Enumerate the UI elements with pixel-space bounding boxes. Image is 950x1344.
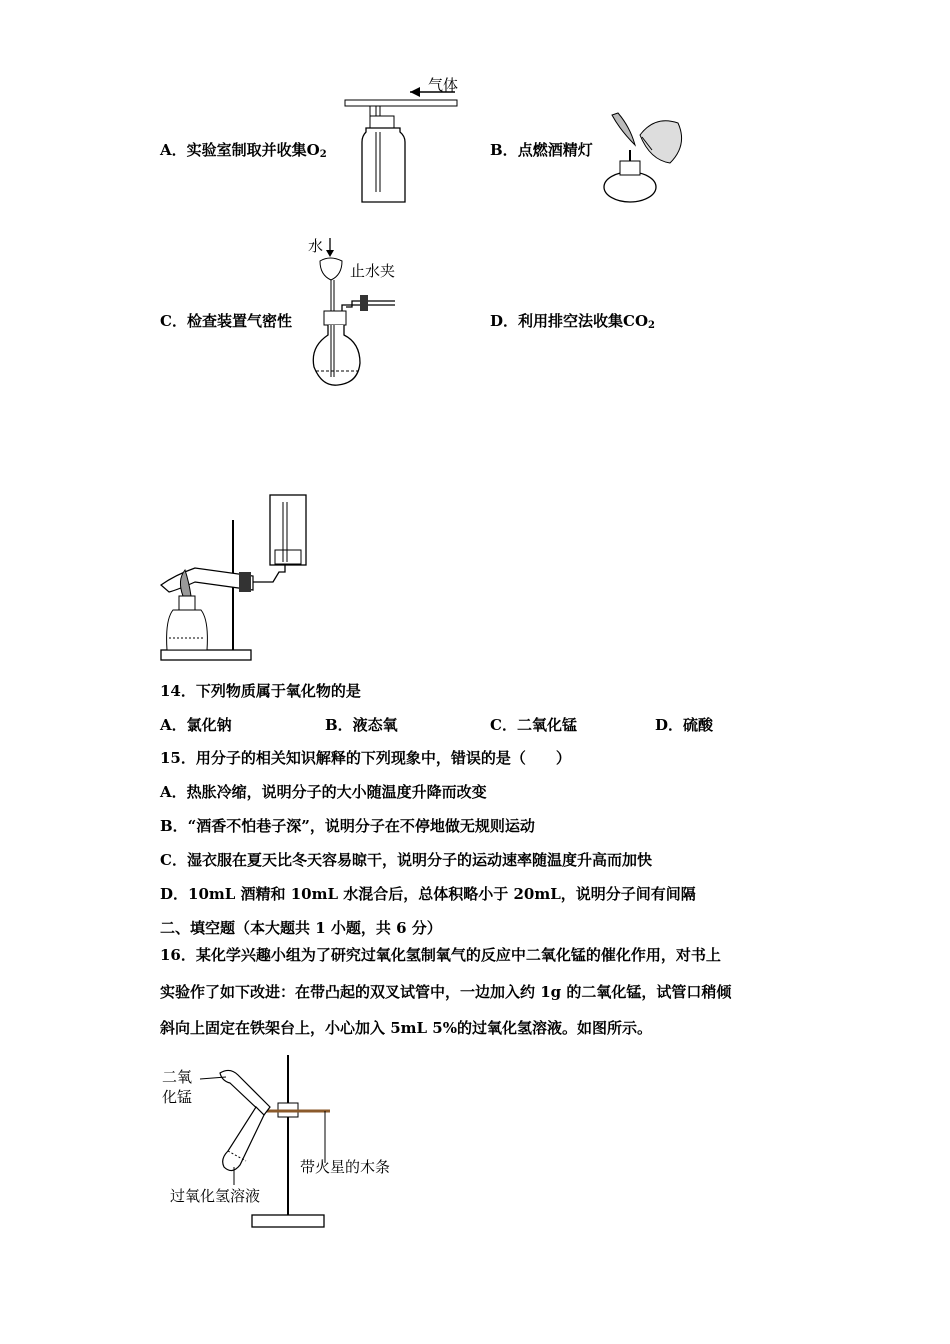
water-label: 水 [308, 237, 324, 255]
diagram-b-alcohol-lamp [600, 105, 700, 215]
mno2-label-line1: 二氧 [162, 1068, 193, 1086]
q15-option-b: B．“酒香不怕巷子深”，说明分子在不停地做无规则运动 [160, 817, 535, 835]
q14-option-b: B．液态氧 [325, 716, 398, 734]
q14-option-a: A．氯化钠 [160, 716, 232, 734]
option-b: B．点燃酒精灯 [490, 141, 593, 159]
q15-option-d: D．10mL 酒精和 10mL 水混合后，总体积略小于 20mL，说明分子间有间隔 [160, 885, 696, 903]
splint-label: 带火星的木条 [300, 1158, 391, 1176]
option-d: D．利用排空法收集$CO_2$ [490, 312, 655, 331]
q15-option-c: C．湿衣服在夏天比冬天容易晾干，说明分子的运动速率随温度升高而加快 [160, 851, 652, 869]
q14-stem: 14．下列物质属于氧化物的是 [160, 682, 361, 700]
diagram-y-tube [160, 1055, 420, 1235]
section-heading: 二、填空题（本大题共 1 小题，共 6 分） [160, 919, 442, 937]
mno2-label-line2: 化锰 [162, 1088, 193, 1106]
q14-option-c: C．二氧化锰 [490, 716, 577, 734]
q16-line-1: 16．某化学兴趣小组为了研究过氧化氢制氧气的反应中二氧化锰的催化作用，对书上 [160, 946, 721, 964]
q15-option-a: A．热胀冷缩，说明分子的大小随温度升降而改变 [160, 783, 487, 801]
h2o2-label: 过氧化氢溶液 [170, 1187, 261, 1205]
option-a: A．实验室制取并收集$O_2$ [160, 141, 327, 160]
clamp-label: 止水夹 [350, 262, 396, 280]
q14-option-d: D．硫酸 [655, 716, 714, 734]
q16-line-2: 实验作了如下改进：在带凸起的双叉试管中，一边加入约 1g 的二氧化锰，试管口稍倾 [160, 983, 732, 1001]
q15-stem: 15．用分子的相关知识解释的下列现象中，错误的是（ ） [160, 749, 571, 767]
option-c: C．检查装置气密性 [160, 312, 292, 330]
diagram-heating-apparatus [155, 490, 315, 665]
gas-label: 气体 [428, 76, 459, 94]
q16-line-3: 斜向上固定在铁架台上，小心加入 5mL 5%的过氧化氢溶液。如图所示。 [160, 1019, 652, 1037]
diagram-c-flask [300, 235, 410, 395]
